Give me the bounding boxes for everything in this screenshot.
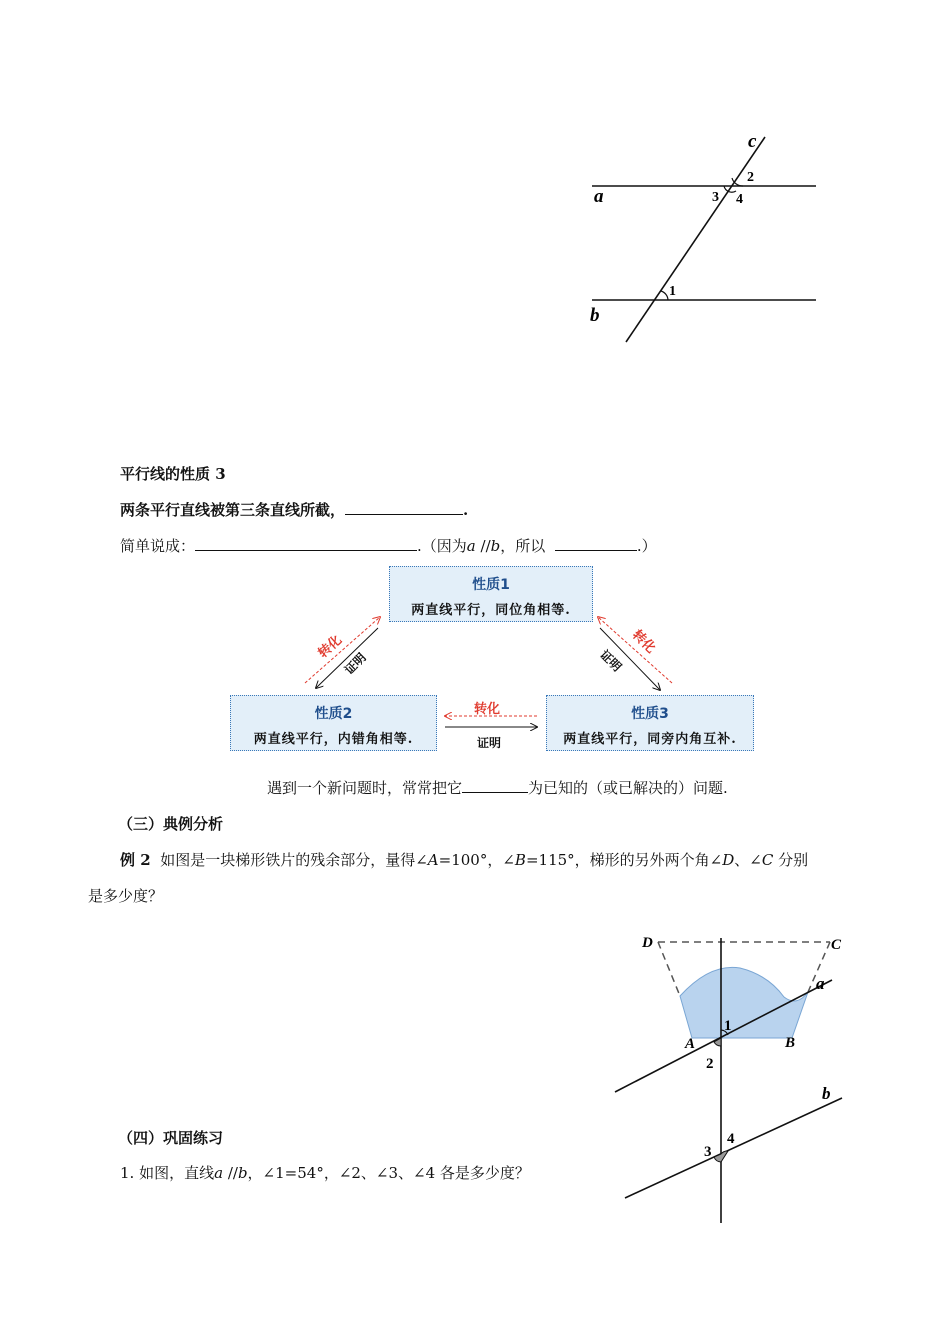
label-C: C (831, 937, 842, 953)
figure-trapezoid-and-parallel-lines (600, 925, 860, 1230)
label-a: a (816, 974, 825, 993)
label-D: D (642, 935, 653, 951)
angle-label-2: 2 (747, 170, 754, 185)
angle-label-4: 4 (736, 192, 743, 207)
property2-text: 两直线平行，内错角相等. (253, 732, 414, 747)
angle-label-2: 2 (706, 1056, 714, 1072)
label-transform-bottom: 转化 (474, 702, 501, 717)
example2-line2: 是多少度？ (88, 887, 164, 905)
property3-statement: 两条平行直线被第三条直线所截， . (120, 501, 469, 519)
conclusion-sentence: 遇到一个新问题时，常常把它 为已知的（或已解决的）问题. (267, 779, 728, 797)
label-a: a (594, 186, 604, 207)
angle-label-4: 4 (727, 1131, 735, 1147)
example2-line1: 例 2 如图是一块梯形铁片的残余部分，量得∠A=100°，∠B=115°，梯形的另外两个角∠D、∠C 分别 (120, 851, 809, 869)
property3-simple: 简单说成： .（因为a //b，所以 .） (120, 537, 657, 555)
property1-title: 性质1 (472, 577, 510, 593)
exercise1-text: 1. 如图，直线a //b，∠1=54°，∠2、∠3、∠4 各是多少度？ (120, 1164, 530, 1182)
property1-text: 两直线平行，同位角相等. (411, 603, 571, 618)
line-b (625, 1098, 842, 1198)
label-b: b (590, 305, 600, 326)
label-c: c (748, 131, 757, 152)
label-transform-right: 转化 (629, 627, 659, 657)
label-B: B (785, 1035, 796, 1051)
property3-title: 性质3 (631, 706, 669, 722)
label-b: b (822, 1084, 831, 1103)
property2-title: 性质2 (314, 706, 353, 722)
label-prove-bottom: 证明 (477, 736, 502, 750)
property3-heading: 平行线的性质 3 (120, 465, 226, 483)
angle-label-3: 3 (712, 190, 719, 205)
angle-label-3: 3 (704, 1144, 712, 1160)
section3-heading: （三）典例分析 (118, 815, 224, 833)
angle-label-1: 1 (724, 1018, 732, 1034)
label-prove-left: 证明 (341, 650, 369, 678)
answer-blank[interactable] (462, 778, 528, 793)
label-A: A (685, 1036, 696, 1052)
section4-heading: （四）巩固练习 (118, 1129, 224, 1147)
label-transform-left: 转化 (315, 632, 346, 662)
angle-label-1: 1 (669, 284, 676, 299)
label-prove-right: 证明 (597, 647, 625, 675)
trapezoid-left-dashed (658, 942, 680, 996)
property3-text: 两直线平行，同旁内角互补. (563, 732, 737, 747)
